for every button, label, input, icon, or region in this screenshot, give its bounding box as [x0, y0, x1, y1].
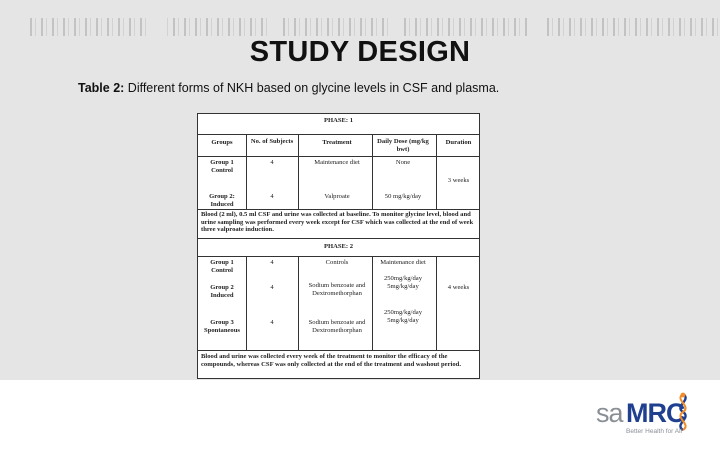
header-subjects: No. of Subjects: [250, 138, 294, 145]
phase1-row1-dose: None: [395, 159, 411, 166]
phase1-row2-subjects: 4: [270, 193, 274, 200]
phase2-row2-group: Group 2 Induced: [210, 284, 234, 299]
phase1-row1-group: Group 1 Control: [210, 159, 234, 174]
phase1-label: PHASE: 1: [323, 117, 354, 124]
phase1-row1-subjects: 4: [270, 159, 274, 166]
phase2-label: PHASE: 2: [323, 243, 354, 250]
header-duration: Duration: [445, 139, 472, 146]
phase2-row1-dose: Maintenance diet: [380, 259, 426, 266]
phase2-duration: 4 weeks: [447, 284, 470, 291]
slide-title: STUDY DESIGN: [249, 36, 471, 68]
phase2-row3-subjects: 4: [270, 319, 274, 326]
phase1-note: Blood (2 ml), 0.5 ml CSF and urine was collected at baseline. To monitor glycine level, blood and urine sampling was performed every week except for CSF which was collected at the end of week three valproate induction.: [201, 211, 474, 234]
phase2-row1-treatment: Controls: [325, 259, 349, 266]
study-design-table: [197, 113, 480, 379]
phase2-row3-treatment: Sodium benzoate and Dextromethorphan: [308, 319, 366, 334]
logo-mrc-text: MRC: [626, 398, 685, 428]
phase1-duration: 3 weeks: [447, 177, 470, 184]
header-groups: Groups: [211, 139, 233, 146]
decorative-barcode-strip: [30, 18, 720, 36]
phase2-row2-dose: 250mg/kg/day 5mg/kg/day: [383, 275, 423, 290]
phase2-row3-dose: 250mg/kg/day 5mg/kg/day: [383, 309, 423, 324]
table-caption: [78, 81, 499, 95]
phase2-row3-group: Group 3 Spontaneous: [204, 319, 240, 334]
phase1-row2-treatment: Valproate: [324, 193, 350, 200]
caption-text: Different forms of NKH based on glycine levels in CSF and plasma.: [124, 81, 500, 95]
phase2-row2-treatment: Sodium benzoate and Dextromethorphan: [308, 282, 366, 297]
header-treatment: Treatment: [322, 139, 352, 146]
logo-sa-text: sa: [596, 398, 623, 428]
phase1-row2-group: Group 2: Induced: [209, 193, 235, 208]
header-dose: Daily Dose (mg/kg bwt): [377, 138, 429, 153]
samrc-logo: [596, 392, 696, 442]
phase2-note: Blood and urine was collected every week of the treatment to monitor the efficacy of the compounds, whereas CSF was only collected at the end of the treatment and washout period.: [201, 353, 461, 368]
phase1-row2-dose: 50 mg/kg/day: [384, 193, 422, 200]
phase1-row1-treatment: Maintenance diet: [314, 159, 360, 166]
phase2-row1-subjects: 4: [270, 259, 274, 266]
logo-tagline: Better Health for All: [626, 428, 682, 435]
phase2-row1-group: Group 1 Control: [210, 259, 234, 274]
phase2-row2-subjects: 4: [270, 284, 274, 291]
caption-label: Table 2:: [78, 81, 125, 95]
